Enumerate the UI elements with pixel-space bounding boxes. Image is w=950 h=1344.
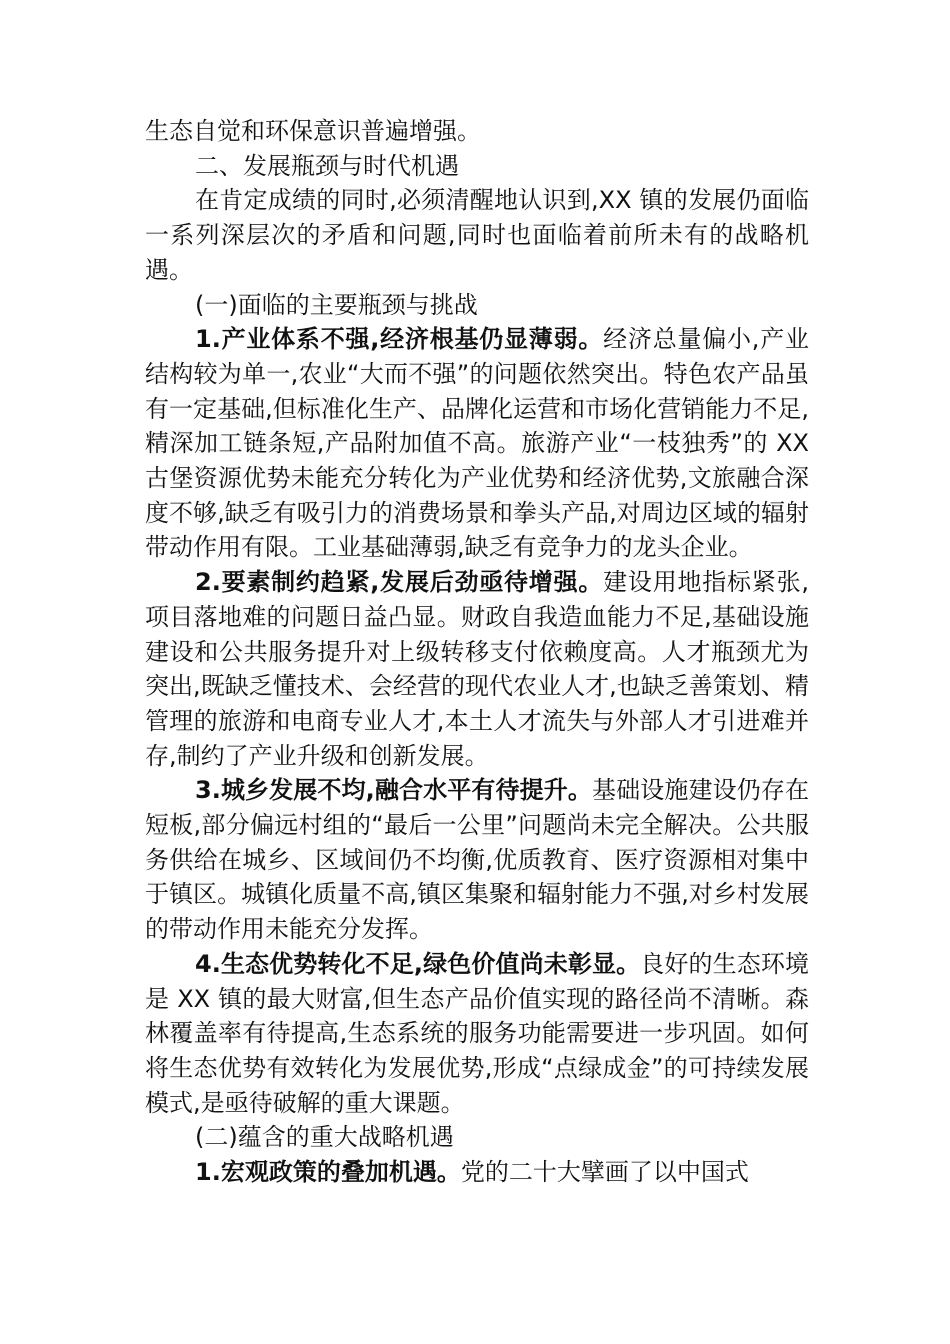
document-page (145, 114, 809, 1190)
item-lead: 2.要素制约趋紧,发展后劲亟待增强。 (195, 568, 604, 597)
item-body: 良好的生态环境是 XX 镇的最大财富,但生态产品价值实现的路径尚不清晰。森林覆盖率有待提高,生态系统的服务功能需要进一步巩固。如何将生态优势有效转化为发展优势,形成“点绿成金”的可持续发展模式,是亟待破解的重大课题。 (145, 949, 810, 1117)
item-ecology-paragraph (145, 947, 809, 1121)
item-lead: 4.生态优势转化不足,绿色价值尚未彰显。 (195, 949, 641, 978)
paragraph-continuation: 生态自觉和环保意识普遍增强。 (145, 117, 481, 145)
intro-paragraph: 在肯定成绩的同时,必须清醒地认识到,XX 镇的发展仍面临一系列深层次的矛盾和问题,同时也面临着前所未有的战略机遇。 (145, 186, 809, 284)
subsection-heading-challenges: (一)面临的主要瓶颈与挑战 (195, 290, 478, 319)
item-body: 党的二十大擘画了以中国式 (460, 1158, 749, 1187)
item-factors-paragraph (145, 565, 809, 773)
item-industry-paragraph (145, 322, 809, 565)
subsection-heading-opportunities: (二)蕴含的重大战略机遇 (195, 1123, 454, 1152)
item-urban-rural-paragraph (145, 773, 809, 947)
section-heading: 二、发展瓶颈与时代机遇 (195, 151, 459, 180)
item-body: 经济总量偏小,产业结构较为单一,农业“大而不强”的问题依然突出。特色农产品虽有一定基础,但标准化生产、品牌化运营和市场化营销能力不足,精深加工链条短,产品附加值不高。旅游产业“一枝独秀”的 XX 古堡资源优势未能充分转化为产业优势和经济优势,文旅融合深度不够,缺乏有吸引力的消费场景和拳头产品,对周边区域的辐射带动作用有限。工业基础薄弱,缺乏有竞争力的龙头企业。 (145, 325, 809, 562)
item-lead: 3.城乡发展不均,融合水平有待提升。 (195, 776, 593, 805)
item-policy-paragraph (145, 1155, 809, 1190)
item-lead: 1.宏观政策的叠加机遇。 (195, 1158, 461, 1187)
item-body: 建设用地指标紧张,项目落地难的问题日益凸显。财政自我造血能力不足,基础设施建设和公共服务提升对上级转移支付依赖度高。人才瓶颈尤为突出,既缺乏懂技术、会经营的现代农业人才,也缺乏善策划、精管理的旅游和电商专业人才,本土人才流失与外部人才引进难并存,制约了产业升级和创新发展。 (145, 568, 809, 770)
item-lead: 1.产业体系不强,经济根基仍显薄弱。 (195, 325, 604, 354)
item-body: 基础设施建设仍存在短板,部分偏远村组的“最后一公里”问题尚未完全解决。公共服务供给在城乡、区域间仍不均衡,优质教育、医疗资源相对集中于镇区。城镇化质量不高,镇区集聚和辐射能力不强,对乡村发展的带动作用未能充分发挥。 (145, 776, 809, 944)
